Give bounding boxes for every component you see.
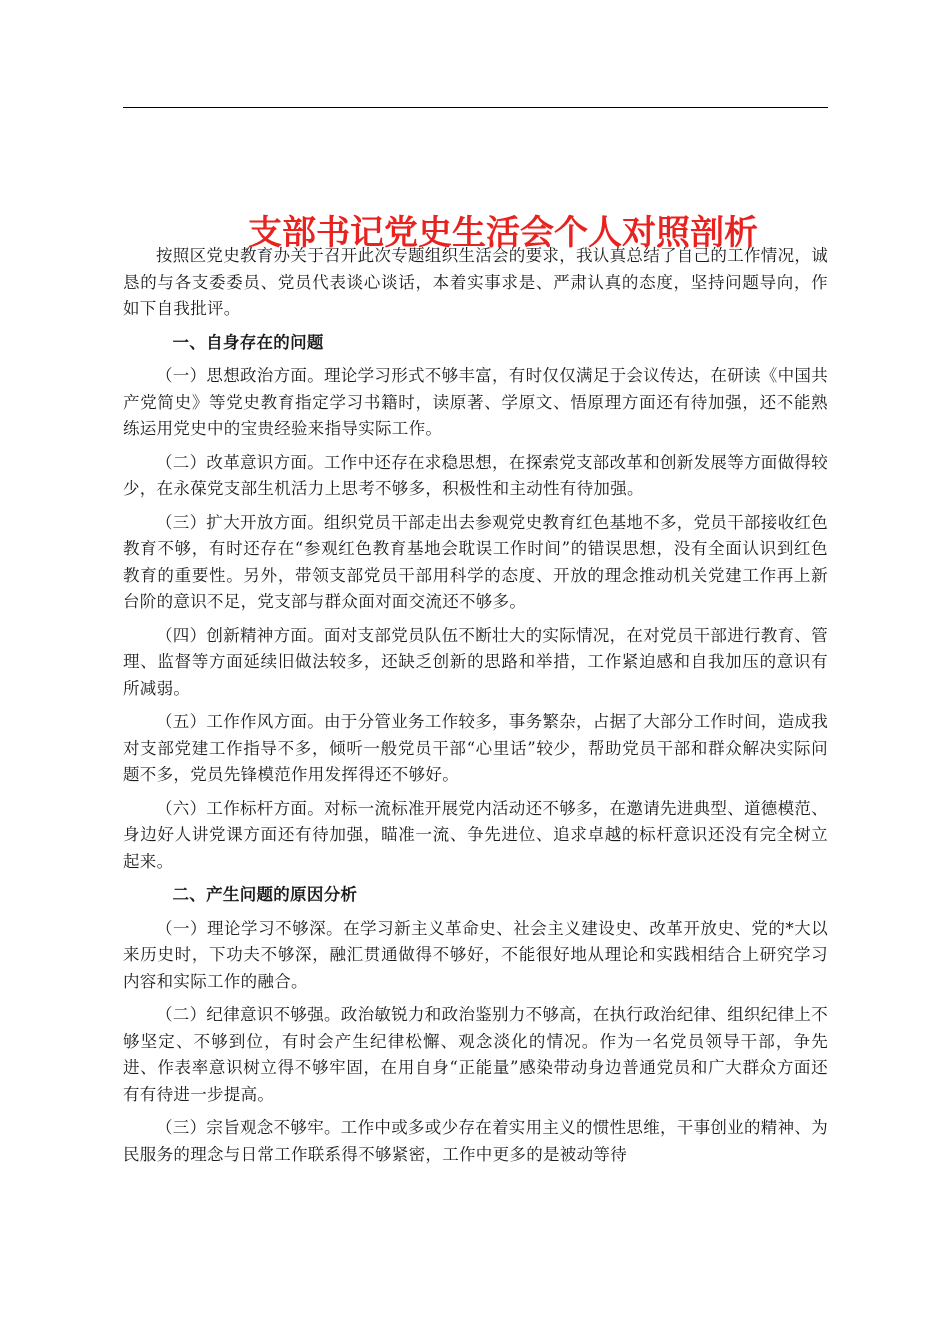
problem-paragraph-6: （六）工作标杆方面。对标一流标准开展党内活动还不够多，在邀请先进典型、道德模范、身边好人讲党课方面还有待加强，瞄准一流、争先进位、追求卓越的标杆意识还没有完全树立起来。 <box>123 798 828 871</box>
cause-paragraph-2: （二）纪律意识不够强。政治敏锐力和政治鉴别力不够高，在执行政治纪律、组织纪律上不够坚定、不够到位，有时会产生纪律松懈、观念淡化的情况。作为一名党员领导干部，争先进、作表率意识树立得不够牢固，在用自身“正能量”感染带动身边普通党员和广大群众方面还有有待进一步提高。 <box>123 1005 828 1104</box>
problem-paragraph-4: （四）创新精神方面。面对支部党员队伍不断壮大的实际情况，在对党员干部进行教育、管理、监督等方面延续旧做法较多，还缺乏创新的思路和举措，工作紧迫感和自我加压的意识有所减弱。 <box>123 625 828 698</box>
cause-paragraph-3: （三）宗旨观念不够牢。工作中或多或少存在着实用主义的惯性思维，干事创业的精神、为民服务的理念与日常工作联系得不够紧密，工作中更多的是被动等待 <box>123 1118 828 1164</box>
section-heading-causes: 二、产生问题的原因分析 <box>172 885 358 904</box>
header-rule <box>123 107 828 108</box>
section-heading-problems: 一、自身存在的问题 <box>172 332 324 352</box>
intro-paragraph: 按照区党史教育办关于召开此次专题组织生活会的要求，我认真总结了自己的工作情况，诚恳的与各支委委员、党员代表谈心谈话，本着实事求是、严肃认真的态度，坚持问题导向，作如下自我批评。 <box>123 246 828 318</box>
problem-paragraph-5: （五）工作作风方面。由于分管业务工作较多，事务繁杂，占据了大部分工作时间，造成我对支部党建工作指导不多，倾听一般党员干部“心里话”较少，帮助党员干部和群众解决实际问题不多，党员先锋模范作用发挥得还不够好。 <box>123 712 828 784</box>
document-body <box>123 243 828 1168</box>
document-title: 支部书记党史生活会个人对照剖析 <box>248 212 758 253</box>
cause-paragraph-1: （一）理论学习不够深。在学习新主义革命史、社会主义建设史、改革开放史、党的*大以来历史时，下功夫不够深，融汇贯通做得不够好，不能很好地从理论和实践相结合上研究学习内容和实际工作的融合。 <box>123 918 828 991</box>
problem-paragraph-2: （二）改革意识方面。工作中还存在求稳思想，在探索党支部改革和创新发展等方面做得较少，在永葆党支部生机活力上思考不够多，积极性和主动性有待加强。 <box>123 452 828 498</box>
problem-paragraph-3: （三）扩大开放方面。组织党员干部走出去参观党史教育红色基地不多，党员干部接收红色教育不够，有时还存在“参观红色教育基地会耽误工作时间”的错误思想，没有全面认识到红色教育的重要性。另外，带领支部党员干部用科学的态度、开放的理念推动机关党建工作再上新台阶的意识不足，党支部与群众面对面交流还不够多。 <box>123 512 828 611</box>
problem-paragraph-1: （一）思想政治方面。理论学习形式不够丰富，有时仅仅满足于会议传达，在研读《中国共产党简史》等党史教育指定学习书籍时，读原著、学原文、悟原理方面还有待加强，还不能熟练运用党史中的宝贵经验来指导实际工作。 <box>123 366 828 438</box>
